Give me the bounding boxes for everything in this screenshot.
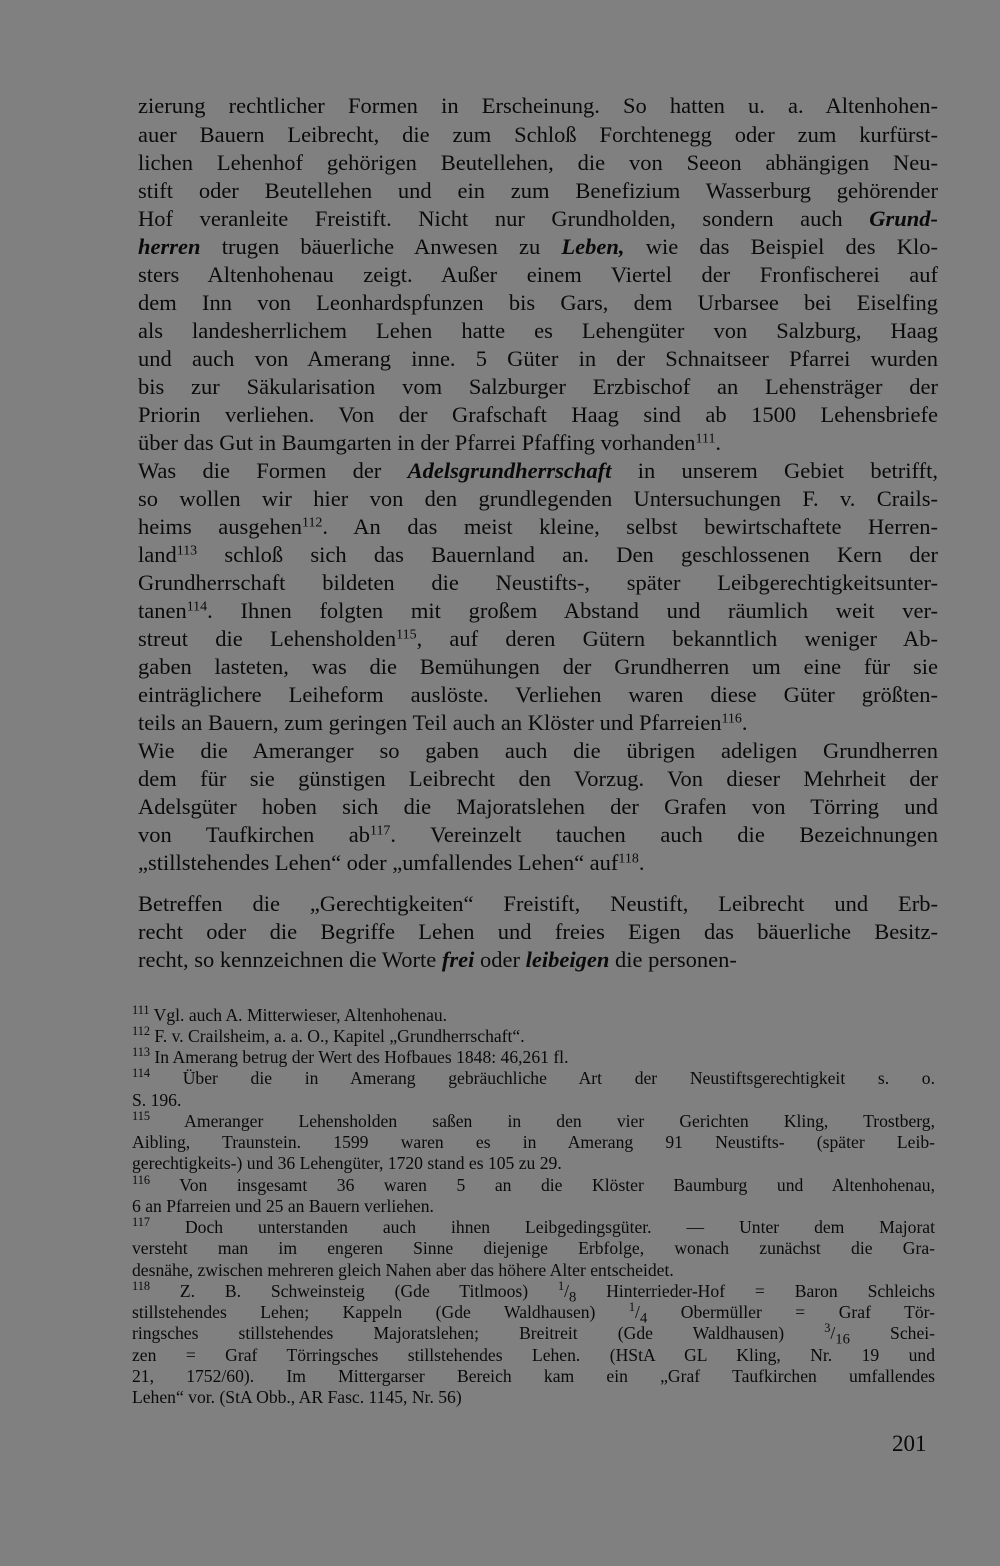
text-span: . Ihnen folgten mit großem Abstand und räumlich weit ver-	[207, 598, 938, 623]
text-span: bis zur Säkularisation vom Salzburger Erzbischof an Lehensträger der	[138, 374, 938, 399]
text-line	[138, 793, 938, 821]
text-span: über das Gut in Baumgarten in der Pfarrei Pfaffing vorhanden	[138, 430, 696, 455]
footnote-line	[132, 1153, 935, 1174]
subscript: 8	[569, 1289, 577, 1306]
text-span: oder	[474, 947, 526, 972]
text-line	[138, 429, 938, 457]
superscript: 111	[695, 431, 716, 447]
text-span: einträglichere Leiheform auslöste. Verliehen waren diese Güter größten-	[138, 682, 938, 707]
text-line	[138, 946, 938, 974]
footnote-line	[132, 1068, 935, 1089]
text-span: zierung rechtlicher Formen in Erscheinung. So hatten u. a. Altenhohen-	[138, 93, 938, 118]
text-line	[138, 149, 938, 177]
footnote-line	[132, 1090, 935, 1111]
emphasis-text: frei	[441, 947, 475, 972]
text-line	[138, 569, 938, 597]
text-line	[138, 765, 938, 793]
page-number: 201	[892, 1431, 927, 1456]
text-span: Adelsgüter hoben sich die Majoratslehen der Grafen von Törring und	[138, 794, 938, 819]
text-line	[138, 597, 938, 625]
text-line	[138, 233, 938, 261]
text-line	[138, 709, 938, 737]
text-span: Hof veranleite Freistift. Nicht nur Grundholden, sondern auch	[138, 206, 870, 231]
text-line	[138, 681, 938, 709]
text-span: desnähe, zwischen mehreren gleich Nahen aber das höhere Alter entscheidet.	[132, 1260, 674, 1280]
text-line	[138, 849, 938, 877]
footnote-line	[132, 1260, 935, 1281]
text-span: in unserem Gebiet betrifft,	[611, 458, 939, 483]
footnote-line	[132, 1387, 935, 1408]
superscript: 112	[132, 1024, 151, 1039]
footnote-line	[132, 1026, 935, 1047]
footnote-line	[132, 1366, 935, 1387]
superscript: 3	[824, 1321, 831, 1336]
text-span: Doch unterstanden auch ihnen Leibgedingsgüter. — Unter dem Majorat	[150, 1217, 935, 1237]
superscript: 114	[186, 599, 208, 615]
superscript: 118	[618, 851, 639, 867]
text-span: tanen	[138, 598, 187, 623]
text-span: streut die Lehensholden	[138, 626, 397, 651]
text-line	[138, 653, 938, 681]
text-line	[138, 345, 938, 373]
superscript: 116	[721, 711, 742, 727]
text-span: wie das Beispiel des Klo-	[624, 234, 938, 259]
text-span: die personen-	[609, 947, 737, 972]
text-span: recht, so kennzeichnen die Worte	[138, 947, 442, 972]
superscript: 116	[132, 1173, 151, 1188]
text-line	[138, 317, 938, 345]
superscript: 1	[628, 1300, 636, 1315]
footnote-line	[132, 1111, 935, 1132]
text-span: Lehen“ vor. (StA Obb., AR Fasc. 1145, Nr. 56)	[132, 1387, 462, 1407]
text-span: Betreffen die „Gerechtigkeiten“ Freistift, Neustift, Leibrecht und Erb-	[138, 891, 938, 916]
superscript: 117	[370, 823, 391, 839]
text-span: Was die Formen der	[138, 458, 408, 483]
text-span: sters Altenhohenau zeigt. Außer einem Viertel der Fronfischerei auf	[138, 262, 938, 287]
superscript: 111	[132, 1003, 150, 1018]
text-span: Schei-	[849, 1323, 935, 1343]
text-span: . An das meist kleine, selbst bewirtschaftete Herren-	[322, 514, 938, 539]
superscript: 1	[557, 1279, 565, 1294]
text-span: Aibling, Traunstein. 1599 waren es in Amerang 91 Neustifts- (später Leib-	[132, 1132, 935, 1152]
footnote-line	[132, 1345, 935, 1366]
text-line	[138, 121, 938, 149]
text-span: auer Bauern Leibrecht, die zum Schloß Forchtenegg oder zum kurfürst-	[138, 122, 938, 147]
superscript: 115	[396, 627, 417, 643]
text-span: Grundherrschaft bildeten die Neustifts-, später Leibgerechtigkeitsunter-	[138, 570, 938, 595]
text-span: gaben lasteten, was die Bemühungen der Grundherren um eine für sie	[138, 654, 938, 679]
superscript: 113	[132, 1045, 151, 1060]
text-span: S. 196.	[132, 1090, 182, 1110]
text-line	[138, 177, 938, 205]
text-span: .	[638, 850, 645, 875]
text-span: Ameranger Lehensholden saßen in den vier Gerichten Kling, Trostberg,	[150, 1111, 935, 1131]
text-span: .	[715, 430, 722, 455]
text-span: dem für sie günstigen Leibrecht den Vorzug. Von dieser Mehrheit der	[138, 766, 938, 791]
text-span: stillstehendes Lehen; Kappeln (Gde Waldhausen)	[132, 1302, 629, 1322]
text-span: land	[138, 542, 177, 567]
superscript: 112	[302, 515, 323, 531]
text-span: /	[564, 1281, 570, 1301]
text-line	[138, 890, 938, 918]
text-span: heims ausgehen	[138, 514, 302, 539]
emphasis-text: leibeigen	[525, 947, 610, 972]
text-span: recht oder die Begriffe Lehen und freies Eigen das bäuerliche Besitz-	[138, 919, 938, 944]
text-line	[138, 261, 938, 289]
text-span: /	[830, 1323, 836, 1343]
superscript: 117	[132, 1215, 151, 1230]
footnote-line	[132, 1238, 935, 1259]
text-span: . Vereinzelt tauchen auch die Bezeichnungen	[390, 822, 939, 847]
emphasis-text: herren	[138, 234, 201, 259]
text-span: zen = Graf Törringsches stillstehendes Lehen. (HStA GL Kling, Nr. 19 und	[132, 1345, 935, 1365]
text-span: als landesherrlichem Lehen hatte es Lehengüter von Salzburg, Haag	[138, 318, 938, 343]
text-line	[138, 918, 938, 946]
text-span: so wollen wir hier von den grundlegenden Untersuchungen F. v. Crails-	[138, 486, 938, 511]
text-line	[138, 373, 938, 401]
text-line	[138, 485, 938, 513]
text-span: Hinterrieder-Hof = Baron Schleichs	[576, 1281, 936, 1301]
text-span: Über die in Amerang gebräuchliche Art der Neustiftsgerechtigkeit s. o.	[150, 1068, 935, 1088]
superscript: 118	[132, 1279, 151, 1294]
text-line	[138, 289, 938, 317]
text-span: stift oder Beutellehen und ein zum Benefizium Wasserburg gehörender	[138, 178, 938, 203]
text-span: Priorin verliehen. Von der Grafschaft Haag sind ab 1500 Lehensbriefe	[138, 402, 938, 427]
footnote-line	[132, 1196, 935, 1217]
text-span: Von insgesamt 36 waren 5 an die Klöster Baumburg und Altenhohenau,	[150, 1175, 935, 1195]
footnote-line	[132, 1217, 935, 1238]
text-span: .	[741, 710, 748, 735]
emphasis-text: Leben,	[561, 234, 625, 259]
text-line	[138, 457, 938, 485]
footnote-line	[132, 1132, 935, 1153]
superscript: 114	[132, 1066, 151, 1081]
footnote-line	[132, 1047, 935, 1068]
text-line	[138, 625, 938, 653]
text-line	[138, 205, 938, 233]
subscript: 16	[835, 1331, 850, 1348]
text-span: Vgl. auch A. Mitterwieser, Altenhohenau.	[149, 1005, 448, 1025]
text-span: In Amerang betrug der Wert des Hofbaues 1848: 46,261 fl.	[150, 1047, 569, 1067]
text-span: schloß sich das Bauernland an. Den geschlossenen Kern der	[197, 542, 938, 567]
text-span: F. v. Crailsheim, a. a. O., Kapitel „Grundherrschaft“.	[150, 1026, 525, 1046]
text-span: gerechtigkeits-) und 36 Lehengüter, 1720 stand es 105 zu 29.	[132, 1153, 562, 1173]
text-line	[138, 513, 938, 541]
text-span: trugen bäuerliche Anwesen zu	[200, 234, 562, 259]
subscript: 4	[639, 1310, 648, 1327]
text-span: ringsches stillstehendes Majoratslehen; Breitreit (Gde Waldhausen)	[132, 1323, 825, 1343]
footnote-line	[132, 1175, 935, 1196]
text-line	[138, 92, 938, 120]
footnote-line	[132, 1005, 935, 1026]
text-span: teils an Bauern, zum geringen Teil auch an Klöster und Pfarreien	[138, 710, 722, 735]
text-span: 21, 1752/60). Im Mittergarser Bereich kam ein „Graf Taufkirchen umfallendes	[132, 1366, 935, 1386]
text-line	[138, 401, 938, 429]
emphasis-text: Grund-	[869, 206, 938, 231]
text-span: versteht man im engeren Sinne diejenige Erbfolge, wonach zunächst die Gra-	[132, 1238, 935, 1258]
superscript: 113	[176, 543, 198, 559]
text-span: lichen Lehenhof gehörigen Beutellehen, die von Seeon abhängigen Neu-	[138, 150, 938, 175]
text-line	[138, 541, 938, 569]
text-span: dem Inn von Leonhardspfunzen bis Gars, dem Urbarsee bei Eiselfing	[138, 290, 938, 315]
text-span: „stillstehendes Lehen“ oder „umfallendes Lehen“ auf	[138, 850, 619, 875]
text-span: und auch von Amerang inne. 5 Güter in der Schnaitseer Pfarrei wurden	[138, 346, 938, 371]
text-span: Wie die Ameranger so gaben auch die übrigen adeligen Grundherren	[138, 738, 938, 763]
text-span: Obermüller = Graf Tör-	[647, 1302, 936, 1322]
text-line	[138, 737, 938, 765]
emphasis-text: Adelsgrundherrschaft	[407, 458, 612, 483]
text-span: Z. B. Schweinsteig (Gde Titlmoos)	[150, 1281, 558, 1301]
text-span: /	[635, 1302, 640, 1322]
superscript: 115	[132, 1109, 151, 1124]
text-line	[138, 821, 938, 849]
text-span: 6 an Pfarreien und 25 an Bauern verliehen.	[132, 1196, 434, 1216]
text-span: , auf deren Gütern bekanntlich weniger Ab-	[416, 626, 938, 651]
text-span: von Taufkirchen ab	[138, 822, 370, 847]
